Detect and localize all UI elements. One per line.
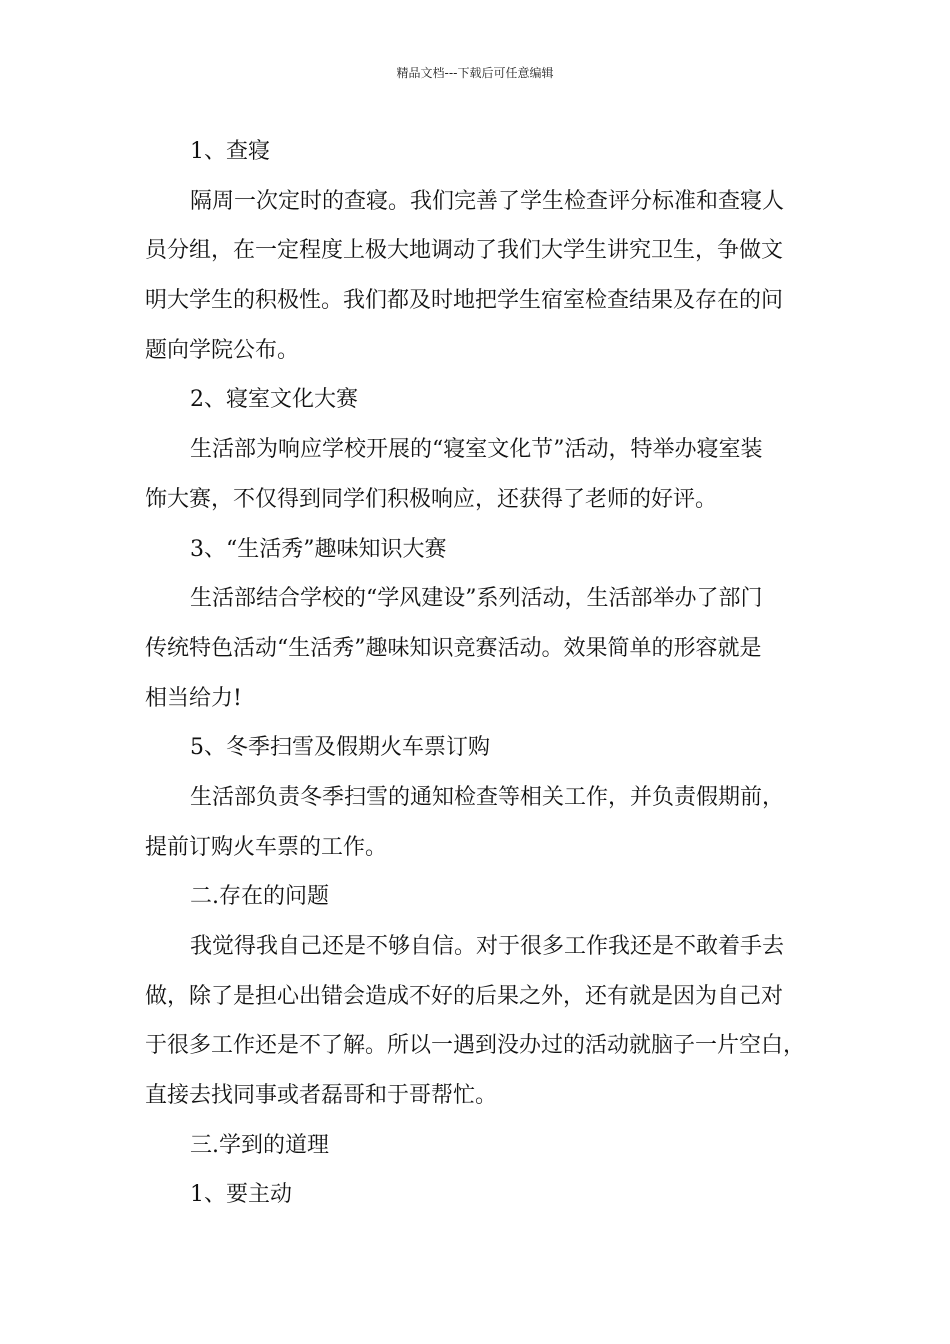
- paragraph-line: 直接去找同事或者磊哥和于哥帮忙。: [145, 1083, 498, 1109]
- heading-text: 1、要主动: [190, 1182, 292, 1208]
- paragraph-line: 员分组，在一定程度上极大地调动了我们大学生讲究卫生，争做文: [145, 238, 784, 264]
- section-heading: [145, 127, 810, 177]
- heading-text: 1、查寝: [190, 139, 270, 164]
- paragraph-line: 相当给力!: [145, 685, 242, 711]
- paragraph: [145, 177, 810, 376]
- paragraph-line: 提前订购火车票的工作。: [145, 834, 388, 860]
- heading-text: 二.存在的问题: [190, 884, 329, 910]
- paragraph-line: 于很多工作还是不了解。所以一遇到没办过的活动就脑子一片空白，: [145, 1033, 806, 1059]
- paragraph-line: 明大学生的积极性。我们都及时地把学生宿室检查结果及存在的问: [145, 288, 784, 314]
- paragraph-line: 生活部负责冬季扫雪的通知检查等相关工作，并负责假期前，: [190, 784, 785, 810]
- paragraph-line: 隔周一次定时的查寝。我们完善了学生检查评分标准和查寝人: [190, 188, 785, 214]
- paragraph: [145, 773, 810, 872]
- paragraph: [145, 574, 810, 723]
- section-heading: [145, 375, 810, 425]
- heading-text: 三.学到的道理: [190, 1132, 329, 1158]
- paragraph-line: 我觉得我自己还是不够自信。对于很多工作我还是不敢着手去: [190, 934, 785, 959]
- heading-text: 3、“生活秀”趣味知识大赛: [190, 536, 447, 562]
- paragraph-line: 做，除了是担心出错会造成不好的后果之外，还有就是因为自己对: [145, 983, 784, 1009]
- section-heading: [145, 872, 810, 922]
- paragraph-line: 生活部结合学校的“学风建设”系列活动，生活部举办了部门: [190, 586, 763, 612]
- section-heading: [145, 1121, 810, 1171]
- heading-text: 2、寝室文化大赛: [190, 387, 358, 413]
- paragraph-line: 传统特色活动“生活秀”趣味知识竞赛活动。效果简单的形容就是: [145, 635, 762, 661]
- document-body: [145, 127, 810, 1220]
- paragraph: [145, 922, 810, 1121]
- page-header: 精品文档---下载后可任意编辑: [396, 66, 554, 80]
- paragraph-line: 题向学院公布。: [145, 337, 300, 363]
- heading-text: 5、冬季扫雪及假期火车票订购: [190, 735, 490, 761]
- section-heading: [145, 1170, 810, 1220]
- paragraph-line: 饰大赛，不仅得到同学们积极响应，还获得了老师的好评。: [145, 486, 718, 512]
- section-heading: [145, 723, 810, 773]
- section-heading: [145, 525, 810, 575]
- paragraph: [145, 425, 810, 524]
- paragraph-line: 生活部为响应学校开展的“寝室文化节”活动，特举办寝室装: [190, 437, 763, 463]
